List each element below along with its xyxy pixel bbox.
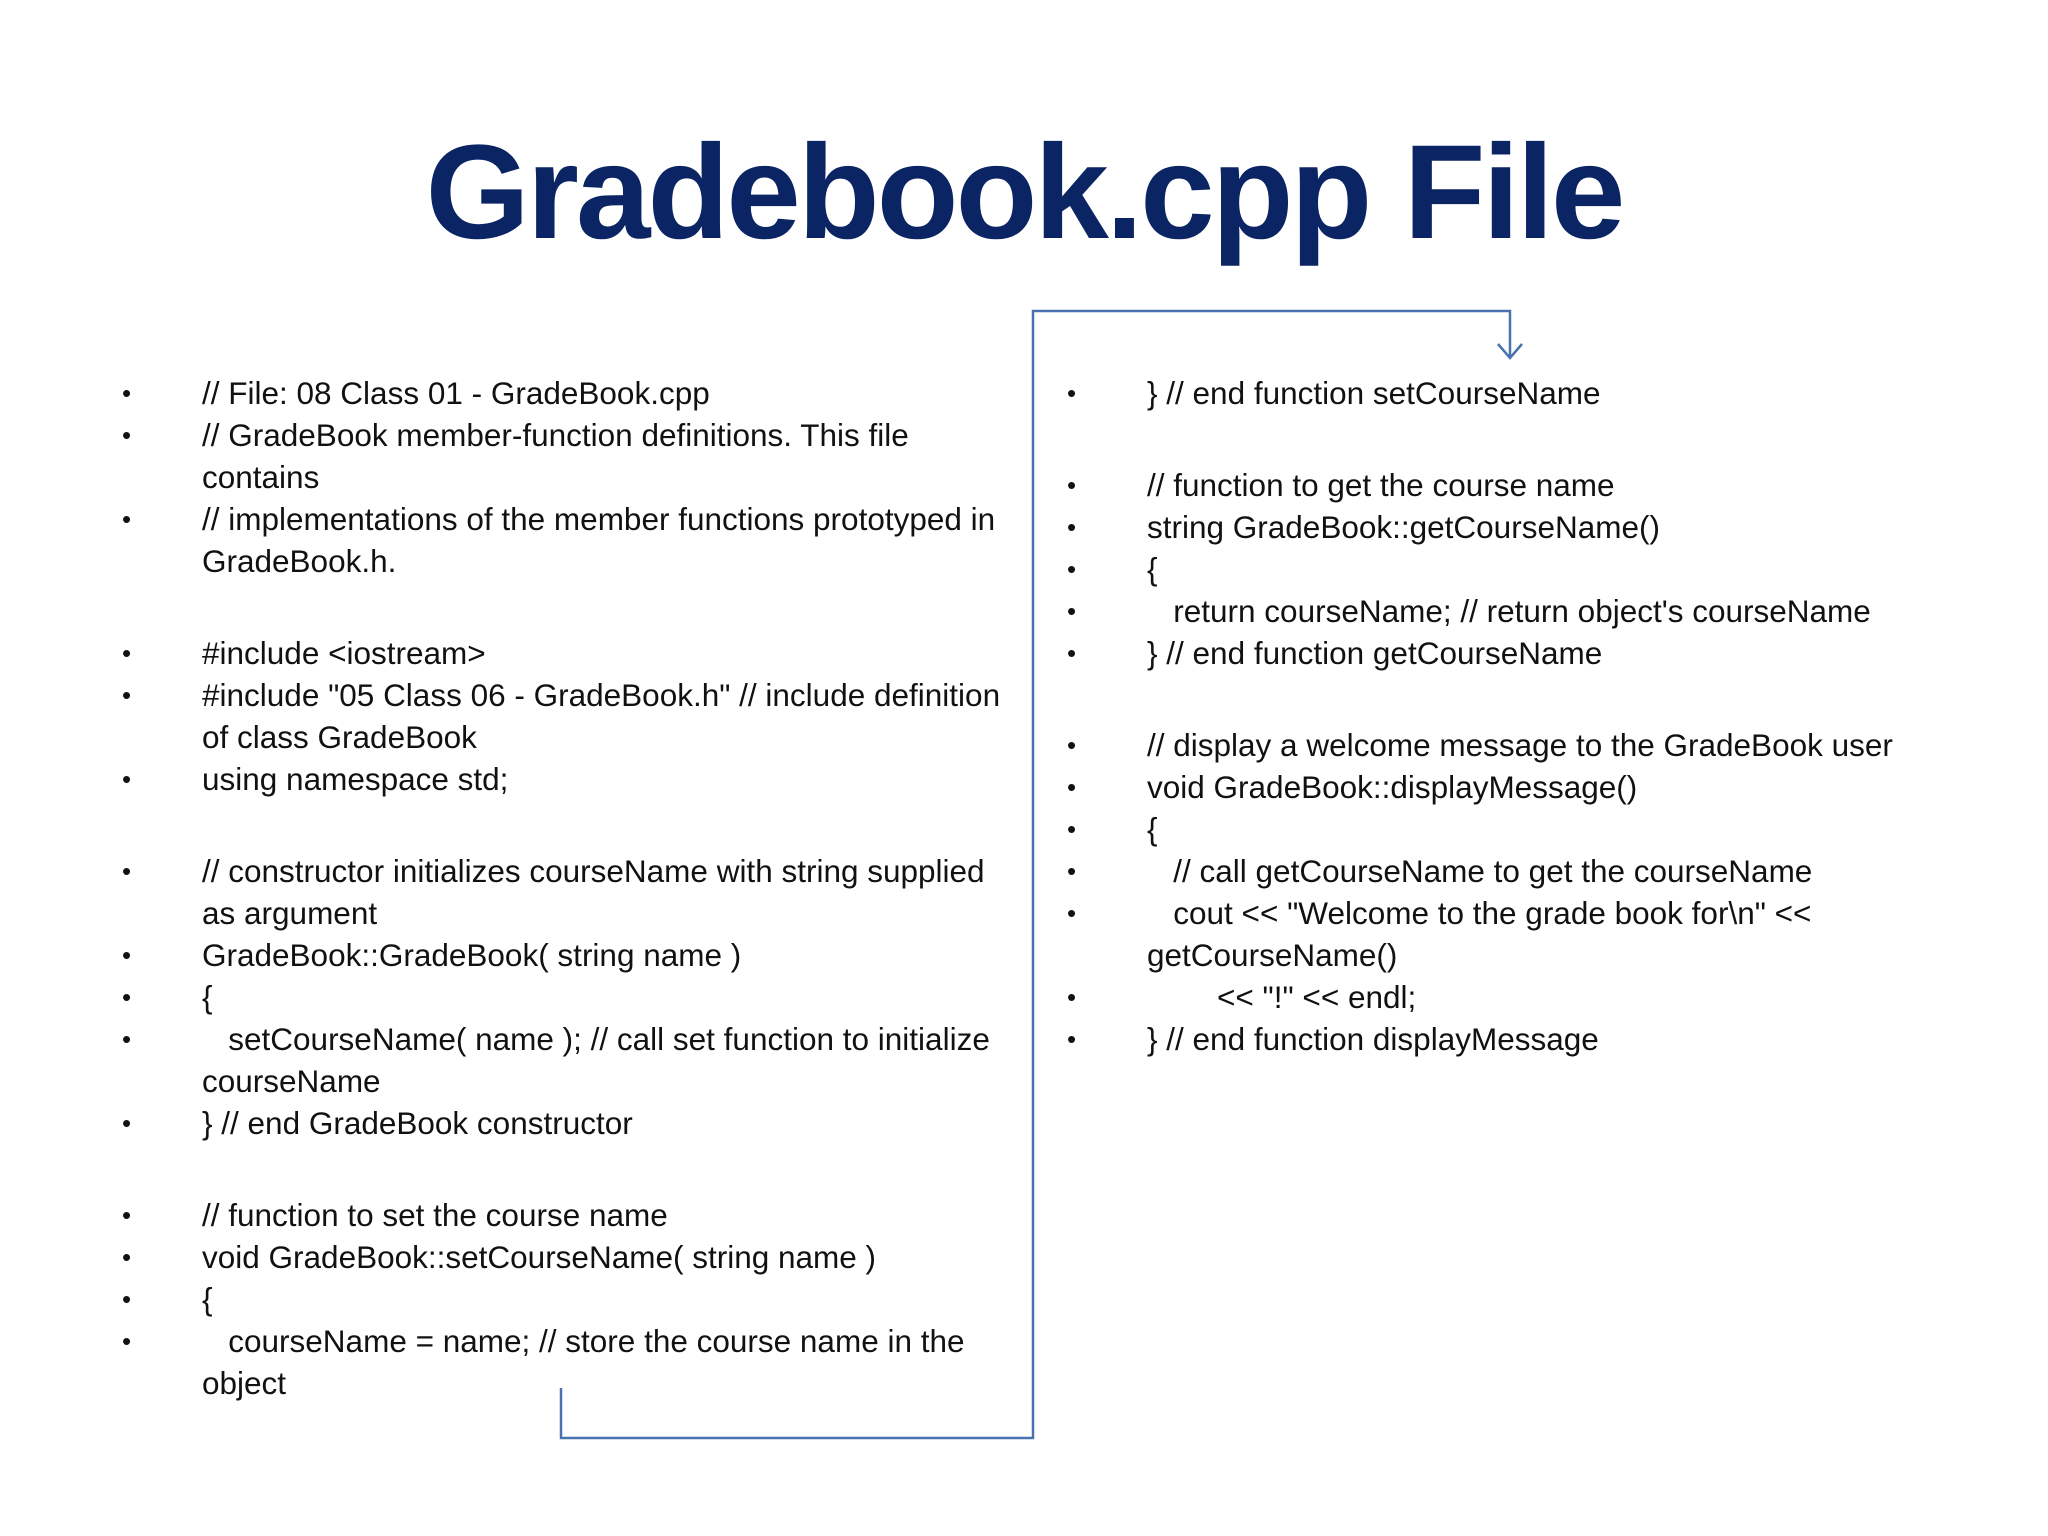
- code-line-text: cout << "Welcome to the grade book for\n" << getCourseName(): [1147, 895, 1821, 973]
- code-line-text: courseName = name; // store the course name in the object: [202, 1323, 974, 1401]
- bullet-icon: •: [1067, 730, 1077, 760]
- bullet-icon: •: [1067, 470, 1077, 500]
- bullet-icon: •: [122, 1024, 132, 1054]
- bullet-icon: •: [122, 940, 132, 970]
- code-line-text: } // end function displayMessage: [1147, 1021, 1599, 1057]
- bullet-icon: •: [1067, 898, 1077, 928]
- code-line-text: #include <iostream>: [202, 635, 486, 671]
- code-line-text: // constructor initializes courseName with string supplied as argument: [202, 853, 994, 931]
- bullet-icon: •: [1067, 1024, 1077, 1054]
- code-line-text: void GradeBook::setCourseName( string name ): [202, 1239, 877, 1275]
- code-line-text: setCourseName( name ); // call set function to initialize courseName: [202, 1021, 999, 1099]
- bullet-icon: •: [122, 1200, 132, 1230]
- bullet-icon: •: [122, 680, 132, 710]
- slide-title: Gradebook.cpp File: [425, 118, 1623, 267]
- bullet-icon: •: [122, 420, 132, 450]
- bullet-icon: •: [1067, 772, 1077, 802]
- code-line-text: #include "05 Class 06 - GradeBook.h" // include definition of class GradeBook: [202, 677, 1009, 755]
- bullet-icon: •: [1067, 982, 1077, 1012]
- code-line-text: } // end function setCourseName: [1147, 375, 1601, 411]
- bullet-icon: •: [1067, 378, 1077, 408]
- code-line-text: {: [202, 979, 213, 1015]
- bullet-icon: •: [1067, 554, 1077, 584]
- code-line-text: string GradeBook::getCourseName(): [1147, 509, 1660, 545]
- code-line-text: } // end GradeBook constructor: [202, 1105, 633, 1141]
- code-line-text: {: [1147, 811, 1158, 847]
- bullet-icon: •: [1067, 856, 1077, 886]
- bullet-icon: •: [122, 1284, 132, 1314]
- code-line-text: return courseName; // return object's courseName: [1147, 593, 1871, 629]
- bullet-icon: •: [122, 1108, 132, 1138]
- code-line-text: } // end function getCourseName: [1147, 635, 1603, 671]
- code-line-text: {: [1147, 551, 1158, 587]
- bullet-icon: •: [122, 1326, 132, 1356]
- code-line-text: GradeBook::GradeBook( string name ): [202, 937, 742, 973]
- code-line-text: using namespace std;: [202, 761, 509, 797]
- code-line-text: // display a welcome message to the GradeBook user: [1147, 727, 1893, 763]
- bullet-icon: •: [1067, 596, 1077, 626]
- code-line-text: // implementations of the member functions prototyped in GradeBook.h.: [202, 501, 1004, 579]
- bullet-icon: •: [122, 982, 132, 1012]
- bullet-icon: •: [122, 856, 132, 886]
- bullet-icon: •: [122, 1242, 132, 1272]
- code-line-text: << "!" << endl;: [1147, 979, 1417, 1015]
- code-line-text: // call getCourseName to get the courseName: [1147, 853, 1813, 889]
- bullet-icon: •: [122, 764, 132, 794]
- bullet-icon: •: [1067, 638, 1077, 668]
- code-line-text: {: [202, 1281, 213, 1317]
- code-line-text: void GradeBook::displayMessage(): [1147, 769, 1638, 805]
- bullet-icon: •: [122, 378, 132, 408]
- code-line-text: // function to get the course name: [1147, 467, 1615, 503]
- code-line-text: // File: 08 Class 01 - GradeBook.cpp: [202, 375, 710, 411]
- code-line-text: // function to set the course name: [202, 1197, 668, 1233]
- code-line-text: // GradeBook member-function definitions. This file contains: [202, 417, 918, 495]
- bullet-icon: •: [122, 504, 132, 534]
- bullet-icon: •: [122, 638, 132, 668]
- bullet-icon: •: [1067, 512, 1077, 542]
- bullet-icon: •: [1067, 814, 1077, 844]
